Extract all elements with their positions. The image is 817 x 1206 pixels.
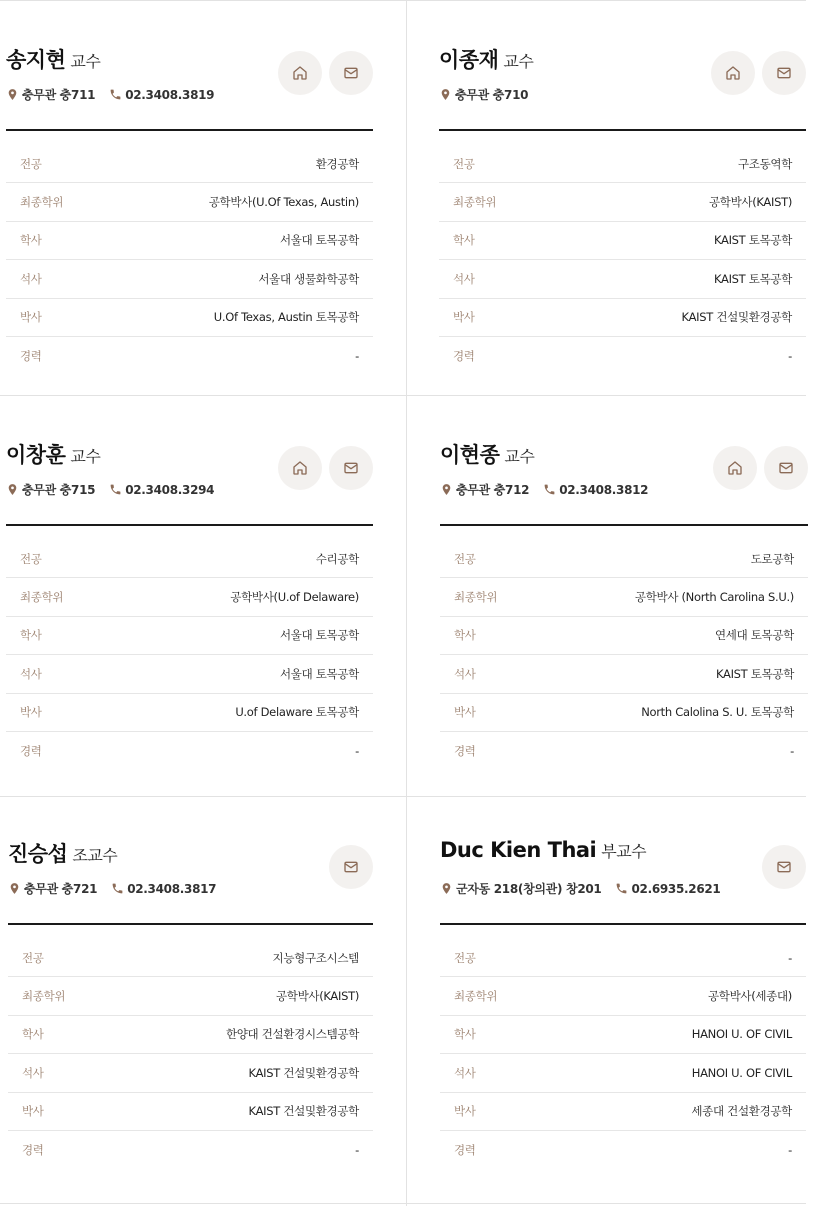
professor-card (439, 6, 806, 400)
grid-divider (0, 1203, 806, 1204)
info-value: - (355, 744, 359, 759)
location-pin-icon (8, 882, 21, 895)
professor-card (440, 800, 806, 1194)
info-label: 박사 (454, 705, 476, 720)
mail-icon (343, 65, 359, 81)
info-label: 석사 (453, 271, 475, 286)
info-value: 지능형구조시스템 (272, 950, 359, 965)
info-label: 최종학위 (454, 590, 498, 605)
phone-icon (543, 483, 556, 496)
phone-number: 02.3408.3812 (559, 482, 649, 497)
info-row (439, 337, 806, 375)
info-value: KAIST 토목공학 (713, 233, 792, 248)
info-row (6, 222, 373, 260)
mail-icon (776, 859, 792, 875)
header-rule (8, 923, 373, 925)
info-row (440, 1131, 806, 1169)
info-row (440, 694, 808, 732)
info-value: 서울대 토목공학 (279, 628, 359, 643)
contact-info (6, 481, 214, 498)
info-row (6, 260, 373, 298)
info-table (440, 939, 806, 1169)
info-value: 공학박사(KAIST) (708, 195, 792, 210)
info-label: 전공 (20, 156, 42, 171)
info-label: 최종학위 (454, 989, 498, 1004)
info-row (439, 222, 806, 260)
professor-heading (439, 44, 533, 74)
info-value: 환경공학 (315, 156, 359, 171)
info-row (6, 732, 373, 770)
header-rule (6, 524, 373, 526)
info-value: 세종대 건설환경공학 (691, 1104, 792, 1119)
info-label: 석사 (454, 1065, 476, 1080)
professor-rank: 교수 (504, 447, 535, 466)
info-row (6, 617, 373, 655)
info-row (440, 578, 808, 616)
info-label: 학사 (454, 1027, 476, 1042)
info-label: 경력 (453, 349, 475, 364)
info-label: 전공 (454, 551, 476, 566)
info-label: 최종학위 (20, 590, 64, 605)
professor-name: 이종재 (439, 48, 499, 72)
info-label: 전공 (20, 551, 42, 566)
info-row (439, 145, 806, 183)
professor-rank: 교수 (503, 52, 534, 71)
professor-rank: 교수 (70, 447, 101, 466)
info-value: KAIST 건설및환경공학 (248, 1104, 359, 1119)
info-label: 석사 (454, 666, 476, 681)
info-table (439, 145, 806, 375)
info-row (440, 1093, 806, 1131)
info-row (6, 145, 373, 183)
info-value: 도로공학 (750, 551, 794, 566)
professor-name: 이현종 (440, 443, 500, 467)
info-value: North Calolina S. U. 토목공학 (641, 705, 794, 720)
location-pin-icon (6, 483, 19, 496)
info-row (439, 183, 806, 221)
home-icon (292, 460, 308, 476)
info-value: 공학박사(세종대) (707, 989, 792, 1004)
info-row (439, 299, 806, 337)
professor-heading (6, 439, 100, 469)
info-label: 박사 (22, 1104, 44, 1119)
mail-icon (343, 859, 359, 875)
info-value: 공학박사(U.of Delaware) (230, 590, 359, 605)
info-value: KAIST 토목공학 (715, 666, 794, 681)
info-table (6, 145, 373, 375)
phone-number: 02.3408.3294 (125, 482, 215, 497)
info-label: 최종학위 (20, 195, 64, 210)
office-location: 군자동 218(창의관) 창201 (456, 882, 602, 896)
homepage-button[interactable] (278, 51, 322, 95)
homepage-button[interactable] (711, 51, 755, 95)
professor-name: 진승섭 (8, 842, 68, 866)
info-value: U.Of Texas, Austin 토목공학 (213, 310, 359, 325)
info-table (8, 939, 373, 1169)
phone-number: 02.3408.3817 (127, 881, 217, 896)
info-row (6, 540, 373, 578)
location-pin-icon (440, 882, 453, 895)
info-label: 전공 (453, 156, 475, 171)
email-button[interactable] (762, 51, 806, 95)
info-label: 학사 (22, 1027, 44, 1042)
info-label: 석사 (20, 271, 42, 286)
professor-name: 이창훈 (6, 443, 66, 467)
info-label: 박사 (453, 310, 475, 325)
contact-info (440, 880, 720, 897)
professor-rank: 교수 (70, 52, 101, 71)
info-value: - (788, 1143, 792, 1158)
info-label: 박사 (20, 705, 42, 720)
office-location: 충무관 충715 (22, 483, 96, 497)
info-label: 전공 (22, 950, 44, 965)
info-value: 구조동역학 (737, 156, 792, 171)
phone-icon (109, 483, 122, 496)
header-rule (440, 524, 808, 526)
office-location: 충무관 충710 (455, 88, 529, 102)
info-row (6, 299, 373, 337)
location-pin-icon (440, 483, 453, 496)
info-value: KAIST 건설및환경공학 (248, 1065, 359, 1080)
mail-icon (343, 460, 359, 476)
info-row (8, 1093, 373, 1131)
homepage-button[interactable] (278, 446, 322, 490)
info-label: 경력 (20, 349, 42, 364)
phone-icon (109, 88, 122, 101)
location-pin-icon (439, 88, 452, 101)
contact-info (8, 880, 216, 897)
home-icon (292, 65, 308, 81)
info-value: 공학박사(U.Of Texas, Austin) (208, 195, 359, 210)
phone-icon (111, 882, 124, 895)
info-label: 경력 (454, 744, 476, 759)
email-button[interactable] (329, 446, 373, 490)
mail-icon (776, 65, 792, 81)
info-value: - (788, 950, 792, 965)
info-value: 공학박사(KAIST) (275, 989, 359, 1004)
info-value: 서울대 생물화학공학 (258, 271, 359, 286)
info-label: 학사 (20, 628, 42, 643)
info-label: 경력 (454, 1143, 476, 1158)
info-label: 학사 (20, 233, 42, 248)
professor-name: Duc Kien Thai (440, 838, 597, 862)
info-row (8, 1016, 373, 1054)
info-value: 공학박사 (North Carolina S.U.) (634, 590, 794, 605)
phone-number: 02.3408.3819 (125, 87, 215, 102)
info-value: HANOI U. OF CIVIL (691, 1027, 792, 1042)
email-button[interactable] (762, 845, 806, 889)
professor-card (8, 800, 373, 1194)
professor-card (6, 6, 373, 400)
info-label: 박사 (454, 1104, 476, 1119)
mail-icon (778, 460, 794, 476)
home-icon (727, 460, 743, 476)
office-location: 충무관 충711 (22, 88, 96, 102)
email-button[interactable] (329, 51, 373, 95)
info-label: 최종학위 (22, 989, 66, 1004)
info-row (6, 337, 373, 375)
professor-heading (440, 439, 534, 469)
info-row (440, 1054, 806, 1092)
info-label: 전공 (454, 950, 476, 965)
info-row (6, 694, 373, 732)
info-label: 박사 (20, 310, 42, 325)
info-row (8, 1131, 373, 1169)
info-row (440, 1016, 806, 1054)
info-value: - (788, 349, 792, 364)
office-location: 충무관 충721 (24, 882, 98, 896)
info-label: 학사 (453, 233, 475, 248)
info-value: 서울대 토목공학 (279, 233, 359, 248)
info-table (440, 540, 808, 770)
info-row (440, 732, 808, 770)
info-label: 석사 (22, 1065, 44, 1080)
info-row (6, 183, 373, 221)
professor-name: 송지현 (6, 48, 66, 72)
info-value: 서울대 토목공학 (279, 666, 359, 681)
info-row (440, 977, 806, 1015)
email-button[interactable] (329, 845, 373, 889)
info-value: 수리공학 (315, 551, 359, 566)
info-value: 한양대 건설환경시스템공학 (225, 1027, 359, 1042)
office-location: 충무관 충712 (456, 483, 530, 497)
info-row (6, 655, 373, 693)
info-label: 최종학위 (453, 195, 497, 210)
grid-divider (0, 796, 806, 797)
info-row (6, 578, 373, 616)
info-value: KAIST 토목공학 (713, 271, 792, 286)
info-row (8, 977, 373, 1015)
phone-number: 02.6935.2621 (631, 881, 721, 896)
contact-info (6, 86, 214, 103)
info-table (6, 540, 373, 770)
professor-rank: 부교수 (601, 842, 647, 861)
professor-card (440, 401, 808, 795)
info-row (440, 540, 808, 578)
grid-divider (0, 0, 806, 1)
info-value: - (355, 349, 359, 364)
phone-icon (615, 882, 628, 895)
info-row (8, 1054, 373, 1092)
grid-divider (406, 0, 407, 1206)
info-value: HANOI U. OF CIVIL (691, 1065, 792, 1080)
info-row (8, 939, 373, 977)
info-value: - (355, 1143, 359, 1158)
info-label: 학사 (454, 628, 476, 643)
email-button[interactable] (764, 446, 808, 490)
header-rule (440, 923, 806, 925)
homepage-button[interactable] (713, 446, 757, 490)
info-value: 연세대 토목공학 (714, 628, 794, 643)
info-value: - (790, 744, 794, 759)
home-icon (725, 65, 741, 81)
header-rule (6, 129, 373, 131)
contact-info (439, 86, 528, 103)
location-pin-icon (6, 88, 19, 101)
info-label: 석사 (20, 666, 42, 681)
info-row (439, 260, 806, 298)
info-row (440, 939, 806, 977)
info-row (440, 617, 808, 655)
info-label: 경력 (20, 744, 42, 759)
info-row (440, 655, 808, 693)
professor-heading (440, 838, 646, 862)
info-value: U.of Delaware 토목공학 (235, 705, 359, 720)
professor-rank: 조교수 (72, 846, 118, 865)
contact-info (440, 481, 648, 498)
professor-heading (8, 838, 117, 868)
info-value: KAIST 건설및환경공학 (681, 310, 792, 325)
professor-card (6, 401, 373, 795)
header-rule (439, 129, 806, 131)
info-label: 경력 (22, 1143, 44, 1158)
professor-heading (6, 44, 100, 74)
